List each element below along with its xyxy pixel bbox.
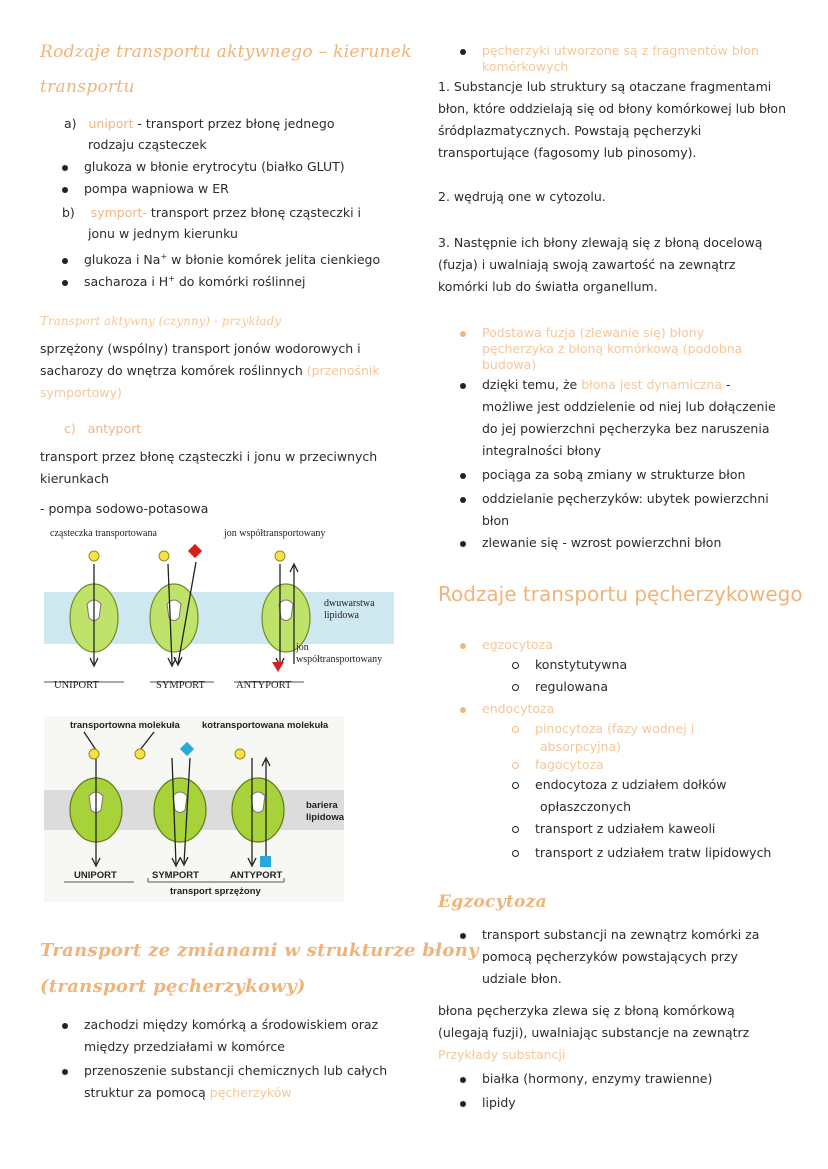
list-item-cont: błon: [482, 513, 510, 528]
paragraph: (fuzja) i uwalniają swoją zawartość na zewnątrz: [438, 257, 736, 272]
paragraph: sprzężony (wspólny) transport jonów wodorowych i: [40, 341, 361, 356]
paragraph: błon, które oddzielają się od błony komórkowej lub błon: [438, 101, 786, 116]
paragraph: transport przez błonę cząsteczki i jonu w przeciwnych: [40, 449, 378, 464]
list-item-cont: komórkowych: [482, 59, 569, 74]
label: lipidowa: [306, 812, 344, 823]
list-item: konstytutywna: [512, 654, 627, 676]
paragraph: kierunkach: [40, 471, 109, 486]
list-item-cont: integralności błony: [482, 443, 602, 458]
list-item-cont: struktur za pomocą pęcherzyków: [84, 1085, 292, 1100]
list-item: białka (hormony, enzymy trawienne): [460, 1068, 712, 1090]
paragraph: śródplazmatycznych. Powstają pęcherzyki: [438, 123, 702, 138]
list-item: transport z udziałem kaweoli: [512, 818, 715, 840]
paragraph: 2. wędrują one w cytozolu.: [438, 189, 606, 204]
heading-active-transport: Rodzaje transportu aktywnego – kierunek: [40, 42, 412, 62]
transport-diagram-2: [44, 716, 344, 902]
list-item: fagocytoza: [512, 754, 604, 776]
label: kotransportowana molekuła: [202, 720, 329, 731]
heading-active-transport-cont: transportu: [40, 77, 135, 97]
heading-vesicular: Transport ze zmianami w strukturze błony: [40, 940, 479, 961]
list-item-cont: udziale błon.: [482, 971, 562, 986]
list-item: oddzielanie pęcherzyków: ubytek powierzchni: [460, 488, 769, 510]
heading-vesicular-cont: (transport pęcherzykowy): [40, 976, 306, 997]
transport-diagram-1: [44, 524, 394, 694]
symport-line-cont: jonu w jednym kierunku: [88, 226, 238, 241]
list-item: transport substancji na zewnątrz komórki za: [460, 924, 759, 946]
heading-vesicular-types: Rodzaje transportu pęcherzykowego: [438, 582, 803, 606]
list-item: Podstawa fuzja (zlewanie się) błony: [460, 322, 704, 344]
antyport-line: c) antyport: [64, 421, 142, 436]
paragraph: sacharozy do wnętrza komórek roślinnych (przenośnik: [40, 363, 380, 378]
paragraph: błona pęcherzyka zlewa się z błoną komórkową: [438, 1003, 735, 1018]
symport-line: b) symport- transport przez błonę cząsteczki i: [62, 205, 362, 220]
paragraph: (ulegają fuzji), uwalniając substancje na zewnątrz: [438, 1025, 750, 1040]
paragraph: - pompa sodowo-potasowa: [40, 501, 209, 516]
list-item-cont: opłaszczonych: [540, 799, 632, 814]
list-item-cont: pomocą pęcherzyków powstających przy: [482, 949, 738, 964]
list-item: egzocytoza: [460, 634, 553, 656]
label-antyport: ANTYPORT: [230, 870, 283, 881]
list-item: dzięki temu, że błona jest dynamiczna -: [460, 374, 731, 396]
diagram-1-figure: [44, 524, 394, 694]
list-item: przenoszenie substancji chemicznych lub całych: [62, 1060, 387, 1082]
list-item: glukoza i Na+ w błonie komórek jelita cienkiego: [62, 246, 380, 271]
list-item-cont: budowa): [482, 357, 537, 372]
list-item: glukoza w błonie erytrocytu (białko GLUT): [62, 156, 345, 178]
list-item: pociąga za sobą zmiany w strukturze błon: [460, 464, 745, 486]
heading-exocytosis: Egzocytoza: [438, 892, 547, 912]
list-item-cont: między przedziałami w komórce: [84, 1039, 285, 1054]
list-item-cont: absorpcyjna): [540, 739, 622, 754]
list-item-cont: pęcherzyka z błoną komórkową (podobna: [482, 341, 743, 356]
list-item: endocytoza: [460, 698, 554, 720]
label-antyport: ANTYPORT: [236, 680, 292, 691]
list-item: lipidy: [460, 1092, 516, 1114]
list-item: endocytoza z udziałem dołków: [512, 774, 727, 796]
paragraph: symportowy): [40, 385, 122, 400]
label: jon: [296, 642, 309, 653]
label: współtransportowany: [296, 654, 383, 665]
list-item: transport z udziałem tratw lipidowych: [512, 842, 771, 864]
list-item: zachodzi między komórką a środowiskiem oraz: [62, 1014, 378, 1036]
label-coupled: transport sprzężony: [170, 886, 261, 897]
label: lipidowa: [324, 610, 359, 621]
paragraph: komórki lub do światła organellum.: [438, 279, 658, 294]
list-item: zlewanie się - wzrost powierzchni błon: [460, 532, 721, 554]
list-item: pęcherzyki utworzone są z fragmentów błon: [460, 40, 759, 62]
paragraph: 1. Substancje lub struktury są otaczane fragmentami: [438, 79, 772, 94]
list-item-cont: możliwe jest oddzielenie od niej lub dołączenie: [482, 399, 776, 414]
label: dwuwarstwa: [324, 598, 375, 609]
list-item: sacharoza i H+ do komórki roślinnej: [62, 268, 306, 293]
label: jon współtransportowany: [224, 528, 326, 539]
uniport-line-cont: rodzaju cząsteczek: [88, 137, 207, 152]
label-symport: SYMPORT: [156, 680, 205, 691]
label: transportowna molekuła: [70, 720, 180, 731]
label: bariera: [306, 800, 338, 811]
paragraph: 3. Następnie ich błony zlewają się z błoną docelową: [438, 235, 763, 250]
list-item: regulowana: [512, 676, 608, 698]
paragraph: transportujące (fagosomy lub pinosomy).: [438, 145, 697, 160]
list-item: pompa wapniowa w ER: [62, 178, 229, 200]
label-uniport: UNIPORT: [54, 680, 99, 691]
heading-examples: Transport aktywny (czynny) - przykłady: [40, 314, 282, 328]
label-symport: SYMPORT: [152, 870, 199, 881]
list-item: pinocytoza (fazy wodnej i: [512, 718, 694, 740]
uniport-line: a) uniport - transport przez błonę jednego: [64, 116, 335, 131]
examples-label: Przykłady substancji: [438, 1047, 566, 1062]
list-item-cont: do jej powierzchni pęcherzyka bez naruszenia: [482, 421, 770, 436]
label-uniport: UNIPORT: [74, 870, 117, 881]
label: cząsteczka transportowana: [50, 528, 157, 539]
